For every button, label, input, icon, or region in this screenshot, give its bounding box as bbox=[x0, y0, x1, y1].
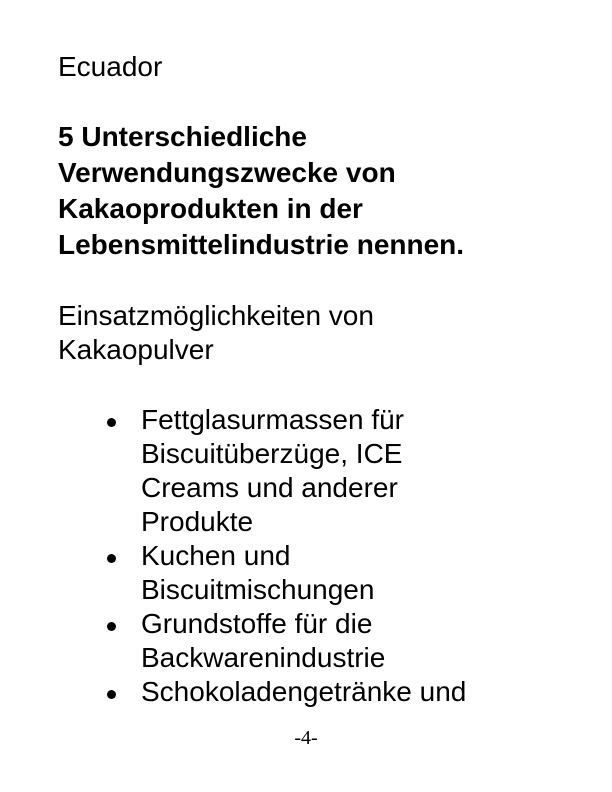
bullet-dot-icon bbox=[107, 554, 116, 563]
usage-bullet-list bbox=[104, 403, 564, 709]
section-subheading bbox=[58, 299, 558, 367]
heading-line: Verwendungszwecke von bbox=[58, 157, 396, 188]
list-item-line: Grundstoffe für die bbox=[141, 608, 373, 639]
list-item-line: Produkte bbox=[141, 506, 254, 537]
heading-line: Kakaoprodukten in der bbox=[58, 193, 363, 224]
list-item-line: Backwarenindustrie bbox=[141, 642, 386, 673]
list-item-line: Biscuitmischungen bbox=[141, 574, 375, 605]
bullet-dot-icon bbox=[107, 622, 116, 631]
bullet-dot-icon bbox=[107, 690, 116, 699]
bullet-dot-icon bbox=[107, 418, 116, 427]
subheading-line: Einsatzmöglichkeiten von bbox=[58, 300, 374, 331]
country-label: Ecuador bbox=[58, 51, 163, 82]
list-item bbox=[104, 539, 564, 607]
page-number: -4- bbox=[294, 727, 318, 749]
list-item-line: Schokoladengetränke und bbox=[141, 676, 467, 707]
list-item-line: Fettglasurmassen für bbox=[141, 404, 404, 435]
heading-line: Lebensmittelindustrie nennen. bbox=[58, 229, 465, 260]
heading-line: 5 Unterschiedliche bbox=[58, 121, 307, 152]
question-heading bbox=[58, 119, 578, 263]
subheading-line: Kakaopulver bbox=[58, 334, 214, 365]
list-item-line: Creams und anderer bbox=[141, 472, 398, 503]
list-item-line: Biscuitüberzüge, ICE bbox=[141, 438, 403, 469]
list-item bbox=[104, 403, 564, 539]
list-item-line: Kuchen und bbox=[141, 540, 291, 571]
list-item bbox=[104, 607, 564, 675]
list-item bbox=[104, 675, 564, 709]
